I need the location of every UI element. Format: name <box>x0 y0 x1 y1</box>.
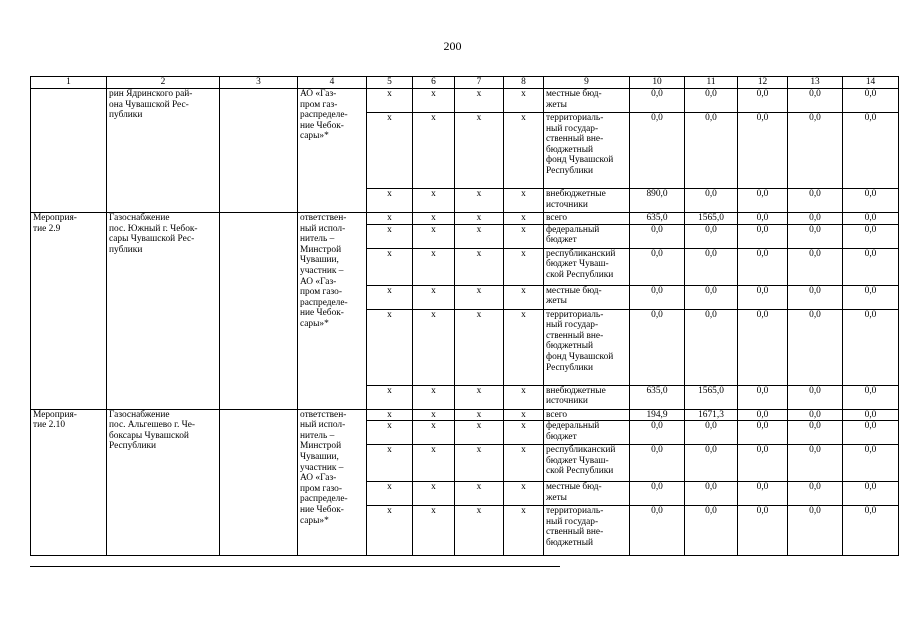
column-header-1: 1 <box>31 77 107 89</box>
code-cell: x <box>367 506 413 556</box>
code-cell: x <box>455 224 504 248</box>
code-cell: x <box>504 482 544 506</box>
code-cell: x <box>367 213 413 225</box>
amount-cell: 0,0 <box>630 445 685 482</box>
funding-source-cell <box>544 421 630 445</box>
cell-text: всего <box>546 213 568 223</box>
amount-cell: 0,0 <box>685 189 738 213</box>
code-cell: x <box>367 89 413 113</box>
code-cell: x <box>504 309 544 385</box>
amount-cell: 0,0 <box>630 248 685 285</box>
funding-source-cell <box>544 506 630 556</box>
column-header-12: 12 <box>738 77 788 89</box>
amount-cell: 0,0 <box>843 309 899 385</box>
funding-source-cell <box>544 89 630 113</box>
code-cell: x <box>455 421 504 445</box>
measure-cell <box>31 409 107 556</box>
amount-cell: 0,0 <box>685 445 738 482</box>
amount-cell: 0,0 <box>788 113 843 189</box>
cell-text: территориаль- ный государ- ственный вне- бюджетный фонд Чувашской Республики <box>546 113 614 176</box>
code-cell: x <box>367 482 413 506</box>
code-cell: x <box>413 309 455 385</box>
code-cell: x <box>413 89 455 113</box>
cell-text: рин Ядринского рай- она Чувашской Рес- публики <box>109 89 193 121</box>
amount-cell: 890,0 <box>630 189 685 213</box>
code-cell: x <box>413 285 455 309</box>
code-cell: x <box>455 445 504 482</box>
cell-text: Газоснабжение пос. Южный г. Чебок- сары Чувашской Рес- публики <box>109 213 198 255</box>
amount-cell: 0,0 <box>843 445 899 482</box>
code-cell: x <box>504 224 544 248</box>
cell-text: республиканский бюджет Чуваш- ской Республики <box>546 445 616 477</box>
code-cell: x <box>367 309 413 385</box>
code-cell: x <box>504 285 544 309</box>
page-number: 200 <box>443 39 462 53</box>
cell-text: территориаль- ный государ- ственный вне- бюджетный <box>546 506 604 548</box>
cell-text: федеральный бюджет <box>546 421 600 442</box>
amount-cell: 0,0 <box>685 89 738 113</box>
deadline-cell <box>220 89 298 213</box>
amount-cell: 0,0 <box>788 248 843 285</box>
code-cell: x <box>367 224 413 248</box>
code-cell: x <box>455 506 504 556</box>
code-cell: x <box>413 506 455 556</box>
code-cell: x <box>504 409 544 421</box>
column-header-13: 13 <box>788 77 843 89</box>
amount-cell: 0,0 <box>843 285 899 309</box>
funding-source-cell <box>544 189 630 213</box>
amount-cell: 0,0 <box>788 224 843 248</box>
column-header-4: 4 <box>298 77 367 89</box>
code-cell: x <box>367 248 413 285</box>
amount-cell: 0,0 <box>630 421 685 445</box>
code-cell: x <box>413 248 455 285</box>
funding-source-cell <box>544 213 630 225</box>
column-header-6: 6 <box>413 77 455 89</box>
amount-cell: 0,0 <box>738 421 788 445</box>
column-header-2: 2 <box>107 77 220 89</box>
column-header-9: 9 <box>544 77 630 89</box>
amount-cell: 0,0 <box>788 285 843 309</box>
amount-cell: 0,0 <box>630 224 685 248</box>
column-header-10: 10 <box>630 77 685 89</box>
code-cell: x <box>504 248 544 285</box>
deadline-cell <box>220 409 298 556</box>
header-row <box>31 77 899 89</box>
column-header-8: 8 <box>504 77 544 89</box>
amount-cell: 0,0 <box>843 89 899 113</box>
amount-cell: 0,0 <box>788 445 843 482</box>
code-cell: x <box>367 189 413 213</box>
amount-cell: 0,0 <box>738 409 788 421</box>
code-cell: x <box>504 421 544 445</box>
cell-text: Газоснабжение пос. Альгешево г. Че- боксары Чувашской Республики <box>109 409 196 452</box>
amount-cell: 0,0 <box>630 506 685 556</box>
code-cell: x <box>455 285 504 309</box>
amount-cell: 0,0 <box>685 309 738 385</box>
column-header-14: 14 <box>843 77 899 89</box>
table-row <box>31 409 899 421</box>
amount-cell: 1565,0 <box>685 213 738 225</box>
amount-cell: 0,0 <box>738 248 788 285</box>
cell-text: внебюджетные источники <box>546 385 606 407</box>
budget-table <box>30 76 899 556</box>
funding-source-cell <box>544 309 630 385</box>
code-cell: x <box>504 385 544 409</box>
amount-cell: 0,0 <box>685 285 738 309</box>
table-body <box>31 89 899 556</box>
column-header-5: 5 <box>367 77 413 89</box>
amount-cell: 0,0 <box>630 285 685 309</box>
amount-cell: 0,0 <box>738 224 788 248</box>
code-cell: x <box>455 409 504 421</box>
amount-cell: 0,0 <box>788 409 843 421</box>
amount-cell: 0,0 <box>843 409 899 421</box>
cell-text: АО «Газ- пром газ- распределе- ние Чебок- сары»* <box>300 89 348 142</box>
funding-source-cell <box>544 445 630 482</box>
code-cell: x <box>367 285 413 309</box>
title-cell <box>107 213 220 410</box>
amount-cell: 0,0 <box>630 309 685 385</box>
code-cell: x <box>413 409 455 421</box>
amount-cell: 1565,0 <box>685 385 738 409</box>
code-cell: x <box>504 213 544 225</box>
cell-text: Мероприя- тие 2.9 <box>33 213 77 234</box>
title-cell <box>107 89 220 213</box>
measure-cell <box>31 213 107 410</box>
amount-cell: 0,0 <box>843 482 899 506</box>
cell-text: всего <box>546 409 568 420</box>
amount-cell: 0,0 <box>738 189 788 213</box>
code-cell: x <box>413 189 455 213</box>
amount-cell: 0,0 <box>788 385 843 409</box>
cell-text: местные бюд- жеты <box>546 285 602 307</box>
code-cell: x <box>504 506 544 556</box>
amount-cell: 0,0 <box>843 113 899 189</box>
funding-source-cell <box>544 385 630 409</box>
table-row <box>31 89 899 113</box>
code-cell: x <box>455 248 504 285</box>
code-cell: x <box>455 89 504 113</box>
amount-cell: 0,0 <box>738 445 788 482</box>
amount-cell: 635,0 <box>630 213 685 225</box>
column-header-11: 11 <box>685 77 738 89</box>
executor-cell <box>298 213 367 410</box>
amount-cell: 0,0 <box>738 309 788 385</box>
funding-source-cell <box>544 224 630 248</box>
executor-cell <box>298 409 367 556</box>
funding-source-cell <box>544 409 630 421</box>
cell-text: федеральный бюджет <box>546 224 600 246</box>
amount-cell: 0,0 <box>788 213 843 225</box>
funding-source-cell <box>544 248 630 285</box>
code-cell: x <box>367 445 413 482</box>
table-bottom-rule <box>30 566 560 567</box>
code-cell: x <box>413 113 455 189</box>
code-cell: x <box>504 113 544 189</box>
amount-cell: 0,0 <box>843 189 899 213</box>
amount-cell: 0,0 <box>788 189 843 213</box>
amount-cell: 0,0 <box>630 113 685 189</box>
amount-cell: 0,0 <box>788 309 843 385</box>
cell-text: местные бюд- жеты <box>546 89 602 110</box>
amount-cell: 0,0 <box>685 248 738 285</box>
code-cell: x <box>413 421 455 445</box>
amount-cell: 0,0 <box>843 248 899 285</box>
code-cell: x <box>455 113 504 189</box>
amount-cell: 0,0 <box>738 113 788 189</box>
amount-cell: 0,0 <box>738 285 788 309</box>
code-cell: x <box>455 482 504 506</box>
amount-cell: 0,0 <box>685 113 738 189</box>
table-row <box>31 213 899 225</box>
amount-cell: 0,0 <box>843 421 899 445</box>
code-cell: x <box>455 385 504 409</box>
cell-text: внебюджетные источники <box>546 189 606 210</box>
amount-cell: 635,0 <box>630 385 685 409</box>
amount-cell: 0,0 <box>843 224 899 248</box>
code-cell: x <box>367 113 413 189</box>
deadline-cell <box>220 213 298 410</box>
cell-text: территориаль- ный государ- ственный вне- бюджетный фонд Чувашской Республики <box>546 309 614 373</box>
column-header-7: 7 <box>455 77 504 89</box>
amount-cell: 1671,3 <box>685 409 738 421</box>
amount-cell: 0,0 <box>738 506 788 556</box>
amount-cell: 194,9 <box>630 409 685 421</box>
funding-source-cell <box>544 285 630 309</box>
amount-cell: 0,0 <box>685 506 738 556</box>
amount-cell: 0,0 <box>685 421 738 445</box>
code-cell: x <box>504 445 544 482</box>
amount-cell: 0,0 <box>738 213 788 225</box>
code-cell: x <box>455 309 504 385</box>
title-cell <box>107 409 220 556</box>
code-cell: x <box>413 224 455 248</box>
cell-text: местные бюд- жеты <box>546 482 602 503</box>
amount-cell: 0,0 <box>685 482 738 506</box>
amount-cell: 0,0 <box>630 89 685 113</box>
code-cell: x <box>367 385 413 409</box>
cell-text: ответствен- ный испол- нитель – Минстрой Чувашии, участник – АО «Газ- пром газо- распределе- ние Чебок- сары»* <box>300 409 348 526</box>
code-cell: x <box>367 421 413 445</box>
code-cell: x <box>504 189 544 213</box>
code-cell: x <box>413 445 455 482</box>
cell-text: ответствен- ный испол- нитель – Минстрой Чувашии, участник – АО «Газ- пром газо- распределе- ние Чебок- сары»* <box>300 213 348 329</box>
amount-cell: 0,0 <box>738 89 788 113</box>
code-cell: x <box>413 482 455 506</box>
amount-cell: 0,0 <box>630 482 685 506</box>
executor-cell <box>298 89 367 213</box>
code-cell: x <box>455 213 504 225</box>
amount-cell: 0,0 <box>843 213 899 225</box>
measure-cell <box>31 89 107 213</box>
amount-cell: 0,0 <box>788 89 843 113</box>
cell-text: республиканский бюджет Чуваш- ской Республики <box>546 248 616 280</box>
amount-cell: 0,0 <box>788 506 843 556</box>
code-cell: x <box>504 89 544 113</box>
code-cell: x <box>367 409 413 421</box>
funding-source-cell <box>544 113 630 189</box>
amount-cell: 0,0 <box>843 385 899 409</box>
amount-cell: 0,0 <box>738 385 788 409</box>
funding-source-cell <box>544 482 630 506</box>
cell-text: Мероприя- тие 2.10 <box>33 409 77 431</box>
amount-cell: 0,0 <box>843 506 899 556</box>
code-cell: x <box>455 189 504 213</box>
code-cell: x <box>413 213 455 225</box>
column-header-3: 3 <box>220 77 298 89</box>
amount-cell: 0,0 <box>738 482 788 506</box>
amount-cell: 0,0 <box>788 482 843 506</box>
amount-cell: 0,0 <box>685 224 738 248</box>
amount-cell: 0,0 <box>788 421 843 445</box>
code-cell: x <box>413 385 455 409</box>
